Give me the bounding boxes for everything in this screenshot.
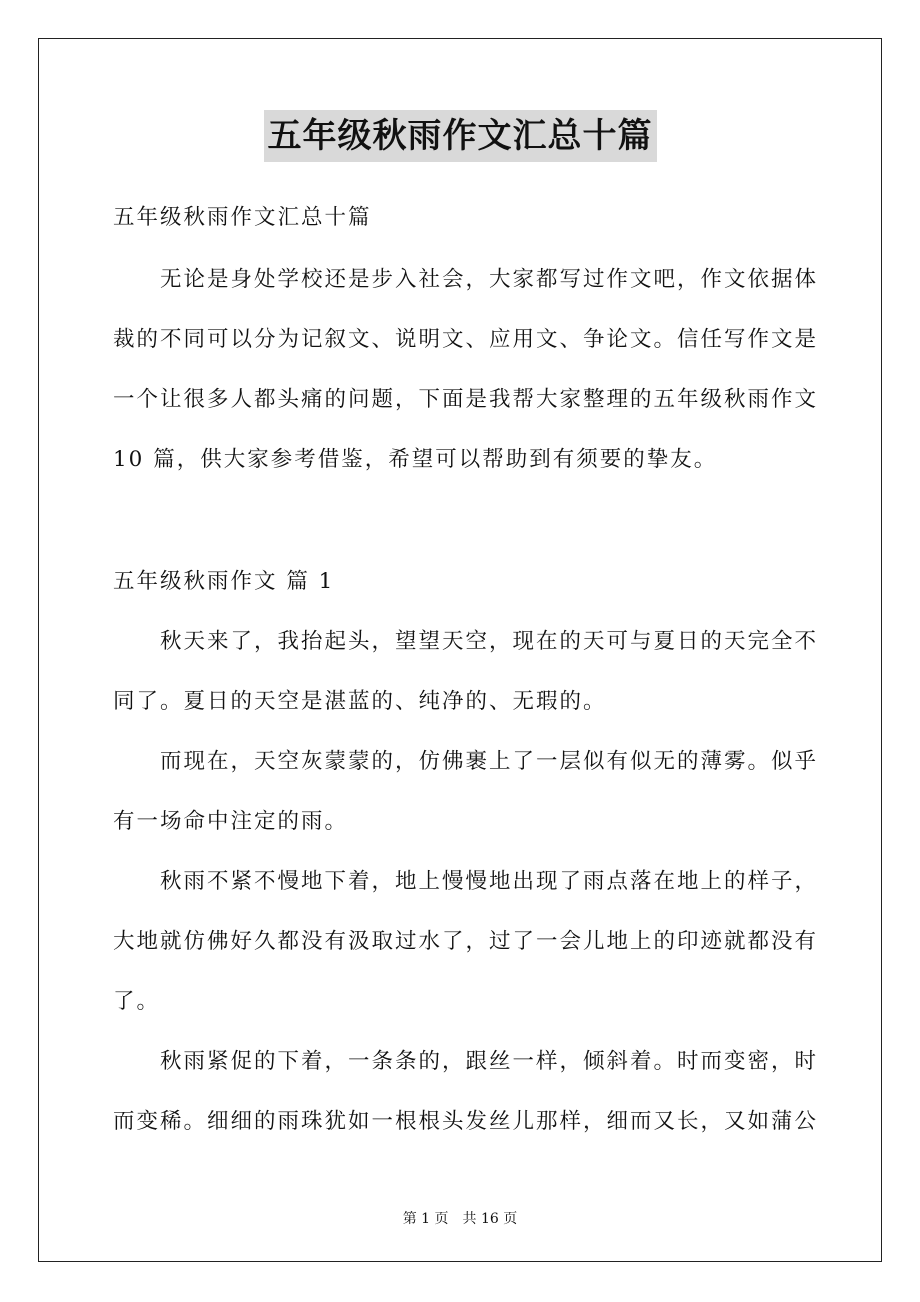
- section-heading: 五年级秋雨作文 篇 1: [113, 569, 335, 594]
- document-title: 五年级秋雨作文汇总十篇: [264, 110, 657, 162]
- text-line: 无论是身处学校还是步入社会，大家都写过作文吧，作文依据体: [113, 267, 819, 292]
- text-line: 秋天来了，我抬起头，望望天空，现在的天可与夏日的天完全不: [113, 629, 819, 654]
- text-line: 而现在，天空灰蒙蒙的，仿佛裹上了一层似有似无的薄雾。似乎: [113, 749, 819, 774]
- text-line: 秋雨紧促的下着，一条条的，跟丝一样，倾斜着。时而变密，时: [113, 1049, 819, 1074]
- text-line: 了。: [113, 989, 161, 1014]
- text-line: 同了。夏日的天空是湛蓝的、纯净的、无瑕的。: [113, 689, 607, 714]
- text-line: 而变稀。细细的雨珠犹如一根根头发丝儿那样，细而又长，又如蒲公: [113, 1109, 819, 1134]
- text-line: 10 篇，供大家参考借鉴，希望可以帮助到有须要的挚友。: [113, 447, 718, 472]
- text-line: 大地就仿佛好久都没有汲取过水了，过了一会儿地上的印迹就都没有: [113, 929, 819, 954]
- text-line: 有一场命中注定的雨。: [113, 809, 349, 834]
- text-line: 秋雨不紧不慢地下着，地上慢慢地出现了雨点落在地上的样子，: [113, 869, 819, 894]
- title-container: [0, 110, 920, 162]
- page-footer: 第 1 页 共 16 页: [402, 1211, 518, 1227]
- section-heading: 五年级秋雨作文汇总十篇: [113, 205, 372, 230]
- text-line: 一个让很多人都头痛的问题，下面是我帮大家整理的五年级秋雨作文: [113, 387, 819, 412]
- text-line: 裁的不同可以分为记叙文、说明文、应用文、争论文。信任写作文是: [113, 327, 819, 352]
